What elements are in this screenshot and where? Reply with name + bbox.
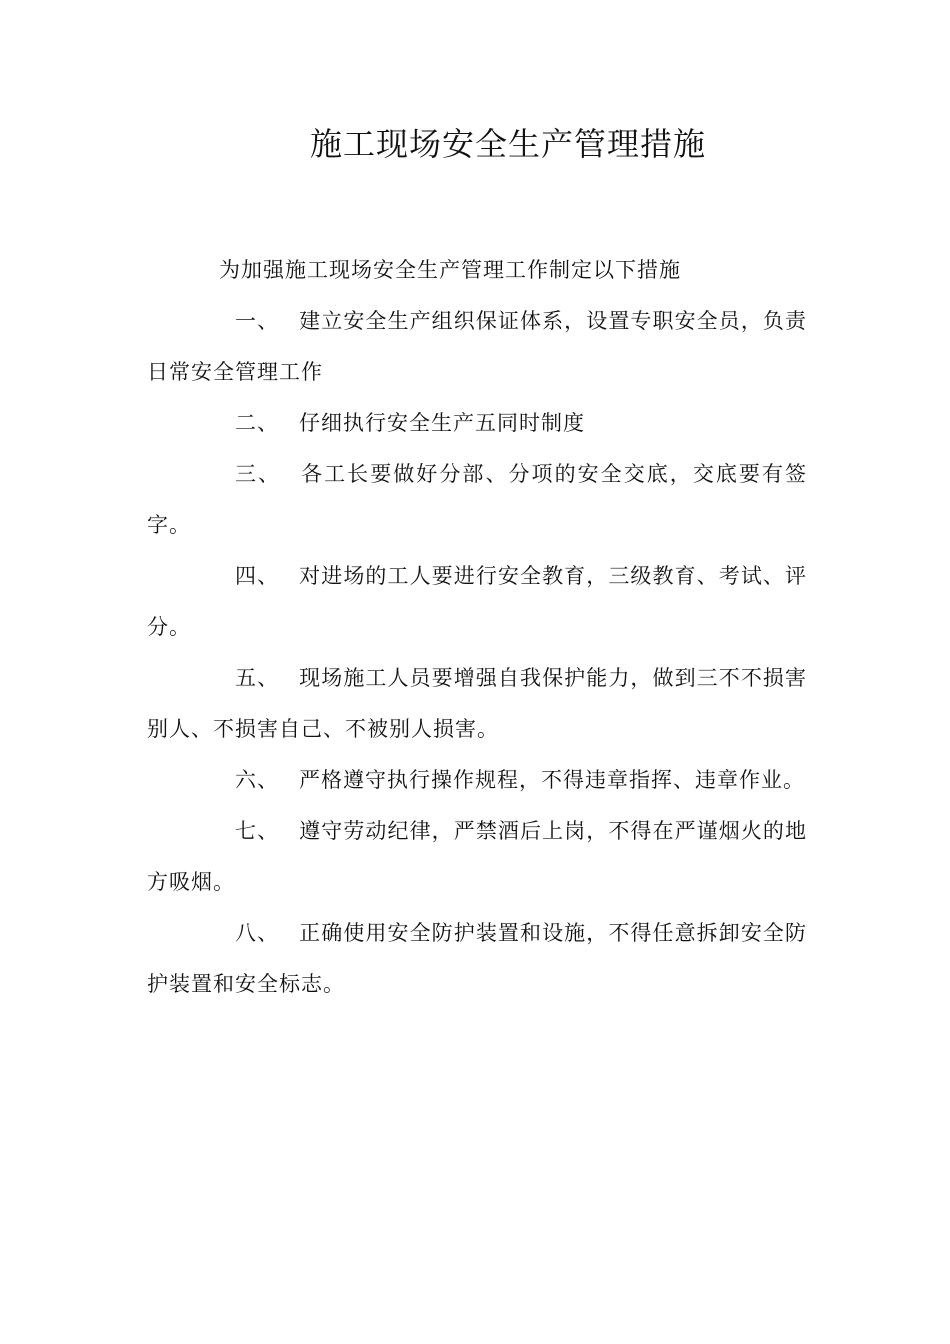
- item-number: 一、: [235, 309, 280, 333]
- list-item: [147, 755, 807, 806]
- item-number: 七、: [235, 819, 280, 843]
- intro-paragraph: 为加强施工现场安全生产管理工作制定以下措施: [219, 258, 681, 282]
- document-body: [147, 245, 807, 1010]
- item-text: 各工长要做好分部、分项的安全交底，交底要有签字。: [147, 462, 808, 537]
- item-number: 六、: [235, 768, 279, 792]
- item-number: 四、: [235, 564, 280, 588]
- page-title: 施工现场安全生产管理措施: [309, 125, 706, 163]
- list-item: [147, 398, 807, 449]
- item-text: 遵守劳动纪律，严禁酒后上岗，不得在严谨烟火的地方吸烟。: [147, 819, 808, 894]
- item-number: 八、: [235, 921, 280, 945]
- item-text: 对进场的工人要进行安全教育，三级教育、考试、评分。: [147, 564, 808, 639]
- list-item: [147, 296, 807, 398]
- list-item: [147, 806, 807, 908]
- item-number: 二、: [235, 411, 279, 435]
- list-item: [147, 551, 807, 653]
- item-text: 仔细执行安全生产五同时制度: [299, 411, 585, 435]
- item-text: 现场施工人员要增强自我保护能力，做到三不不损害别人、不损害自己、不被别人损害。: [147, 666, 808, 741]
- list-item: [147, 653, 807, 755]
- item-text: 建立安全生产组织保证体系，设置专职安全员，负责日常安全管理工作: [147, 309, 808, 384]
- item-number: 三、: [235, 462, 282, 486]
- item-number: 五、: [235, 666, 280, 690]
- list-item: [147, 908, 807, 1010]
- list-item: [147, 449, 807, 551]
- item-text: 严格遵守执行操作规程，不得违章指挥、违章作业。: [299, 768, 805, 792]
- item-text: 正确使用安全防护装置和设施，不得任意拆卸安全防护装置和安全标志。: [147, 921, 808, 996]
